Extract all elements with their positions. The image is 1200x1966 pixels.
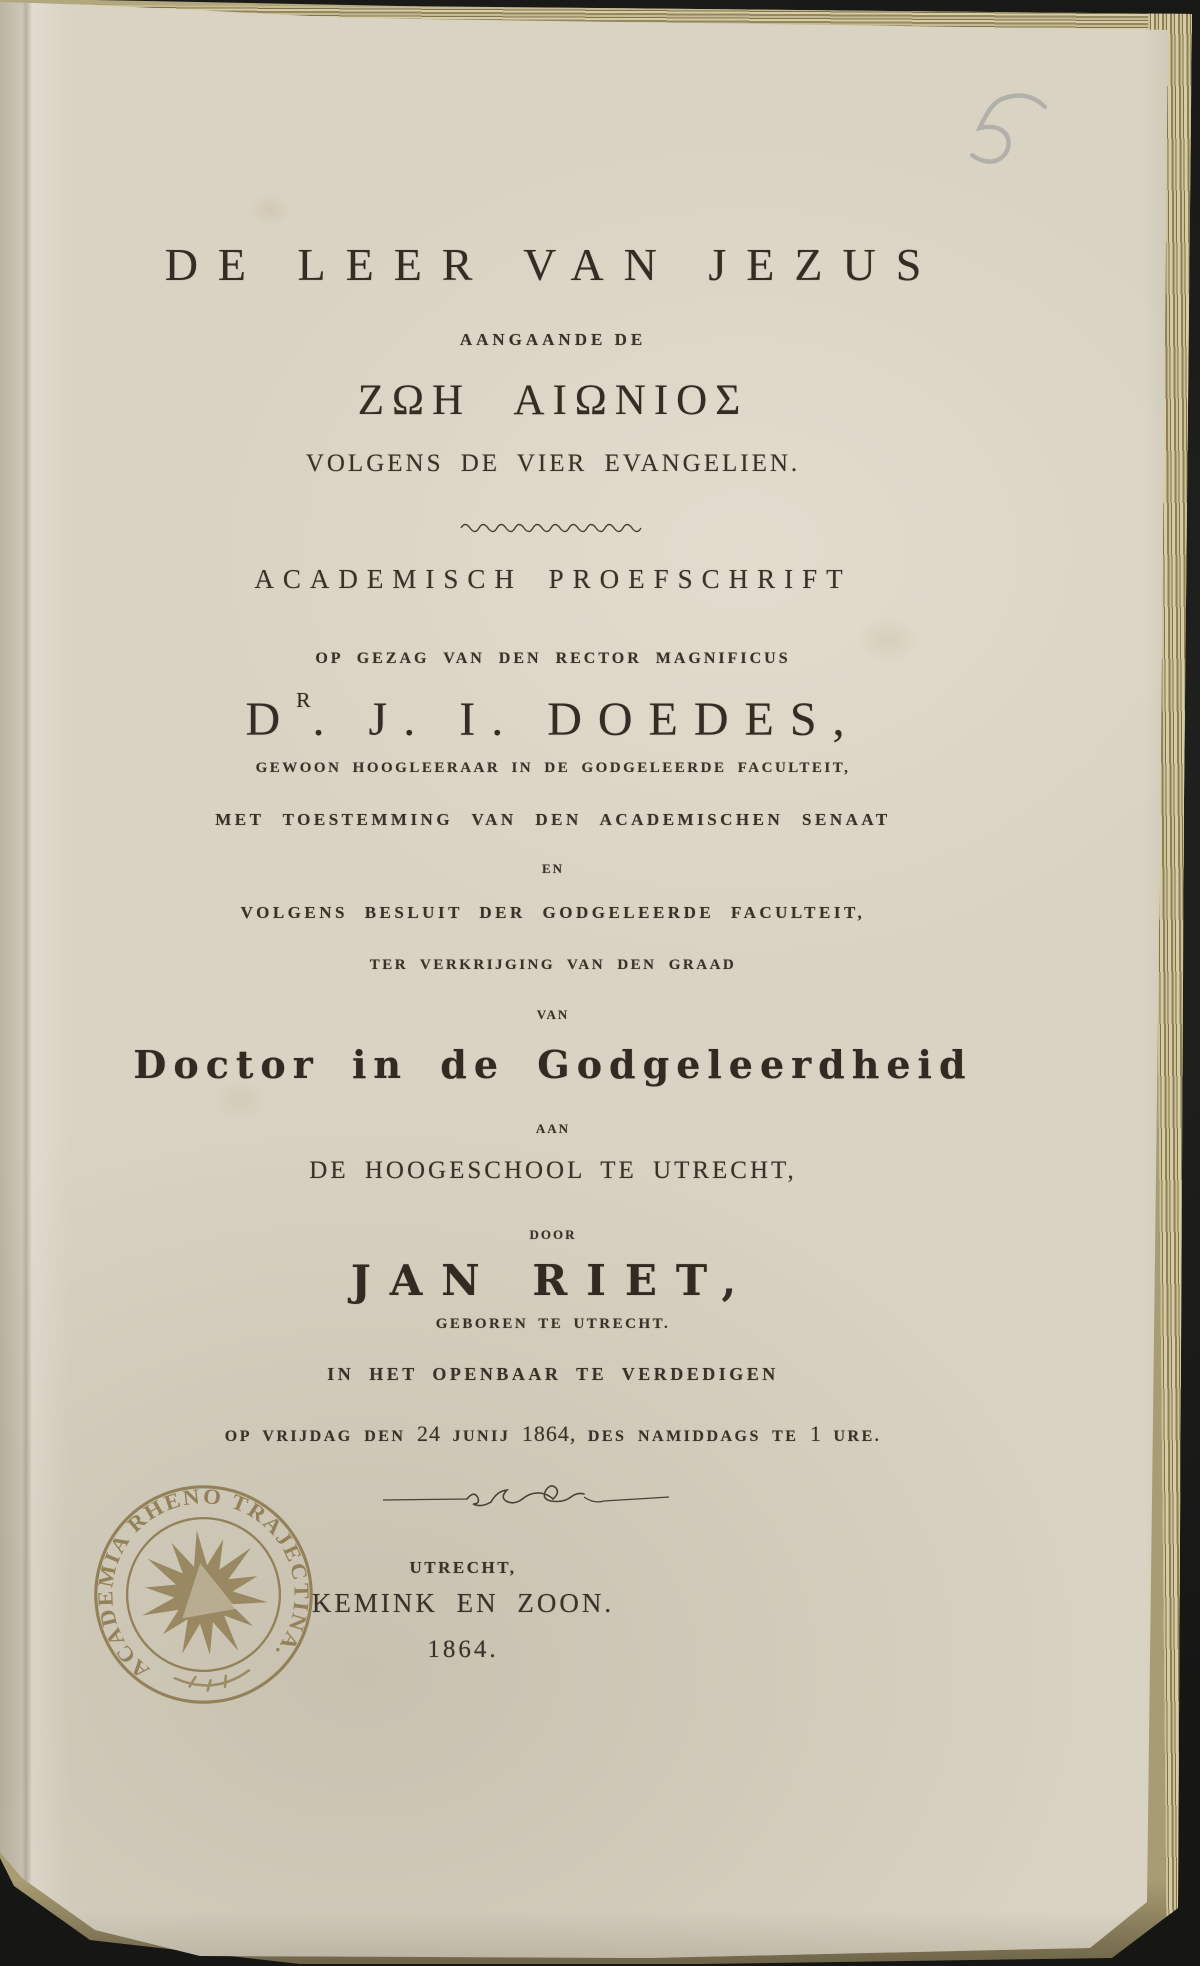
imprint-publisher: KEMINK EN ZOON. <box>311 1588 615 1618</box>
date-part1: OP VRIJDAG DEN <box>224 1428 406 1445</box>
library-stamp <box>74 1465 332 1723</box>
rector-title-line: GEWOON HOOGLEERAAR IN DE GODGELEERDE FACULTEIT, <box>255 760 851 776</box>
date-part3: DES NAMIDDAGS TE <box>587 1428 799 1445</box>
proefschrift-heading: ACADEMISCH PROEFSCHRIFT <box>254 564 852 594</box>
author-birth-line: GEBOREN TE UTRECHT. <box>435 1316 671 1332</box>
greek-title: ΖΩΗ ΑΙΩΝΙΟΣ <box>357 377 749 424</box>
author-name: JAN RIET, <box>350 1256 756 1305</box>
authority-line: OP GEZAG VAN DEN RECTOR MAGNIFICUS <box>315 650 791 667</box>
rector-initial: D <box>245 693 297 746</box>
decree-line: VOLGENS BESLUIT DER GODGELEERDE FACULTEIT, <box>240 903 866 922</box>
imprint-city: UTRECHT, <box>409 1558 517 1577</box>
conjunction-aan: AAN <box>535 1121 571 1136</box>
conjunction-van: VAN <box>536 1007 570 1022</box>
rector-superscript: R <box>296 688 313 712</box>
stamp-sprig-icon <box>175 1670 251 1693</box>
date-part4: URE. <box>833 1428 882 1445</box>
aangaande-line: AANGAANDE DE <box>459 330 647 349</box>
stamp-text: ACADEMIA RHENO TRAJECTINA. <box>93 1483 314 1684</box>
conjunction-en: EN <box>541 861 565 876</box>
main-title: DE LEER VAN JEZUS <box>164 239 942 290</box>
date-year: 1864, <box>521 1421 577 1446</box>
conjunction-door: DOOR <box>529 1227 577 1242</box>
consent-line: MET TOESTEMMING VAN DEN ACADEMISCHEN SENAAT <box>215 810 891 829</box>
imprint-year: 1864. <box>427 1636 499 1663</box>
purpose-line: TER VERKRIJGING VAN DEN GRAAD <box>369 957 737 973</box>
date-month: JUNIJ <box>452 1428 511 1445</box>
rector-rest: . J. I. DOEDES, <box>312 693 861 746</box>
degree-line: Doctor in de Godgeleerdheid <box>133 1042 973 1087</box>
institution-line: DE HOOGESCHOOL TE UTRECHT, <box>309 1157 797 1184</box>
date-hour: 1 <box>809 1421 822 1446</box>
subtitle: VOLGENS DE VIER EVANGELIEN. <box>305 450 801 477</box>
defense-line: IN HET OPENBAAR TE VERDEDIGEN <box>327 1364 779 1384</box>
date-day: 24 <box>416 1421 441 1446</box>
